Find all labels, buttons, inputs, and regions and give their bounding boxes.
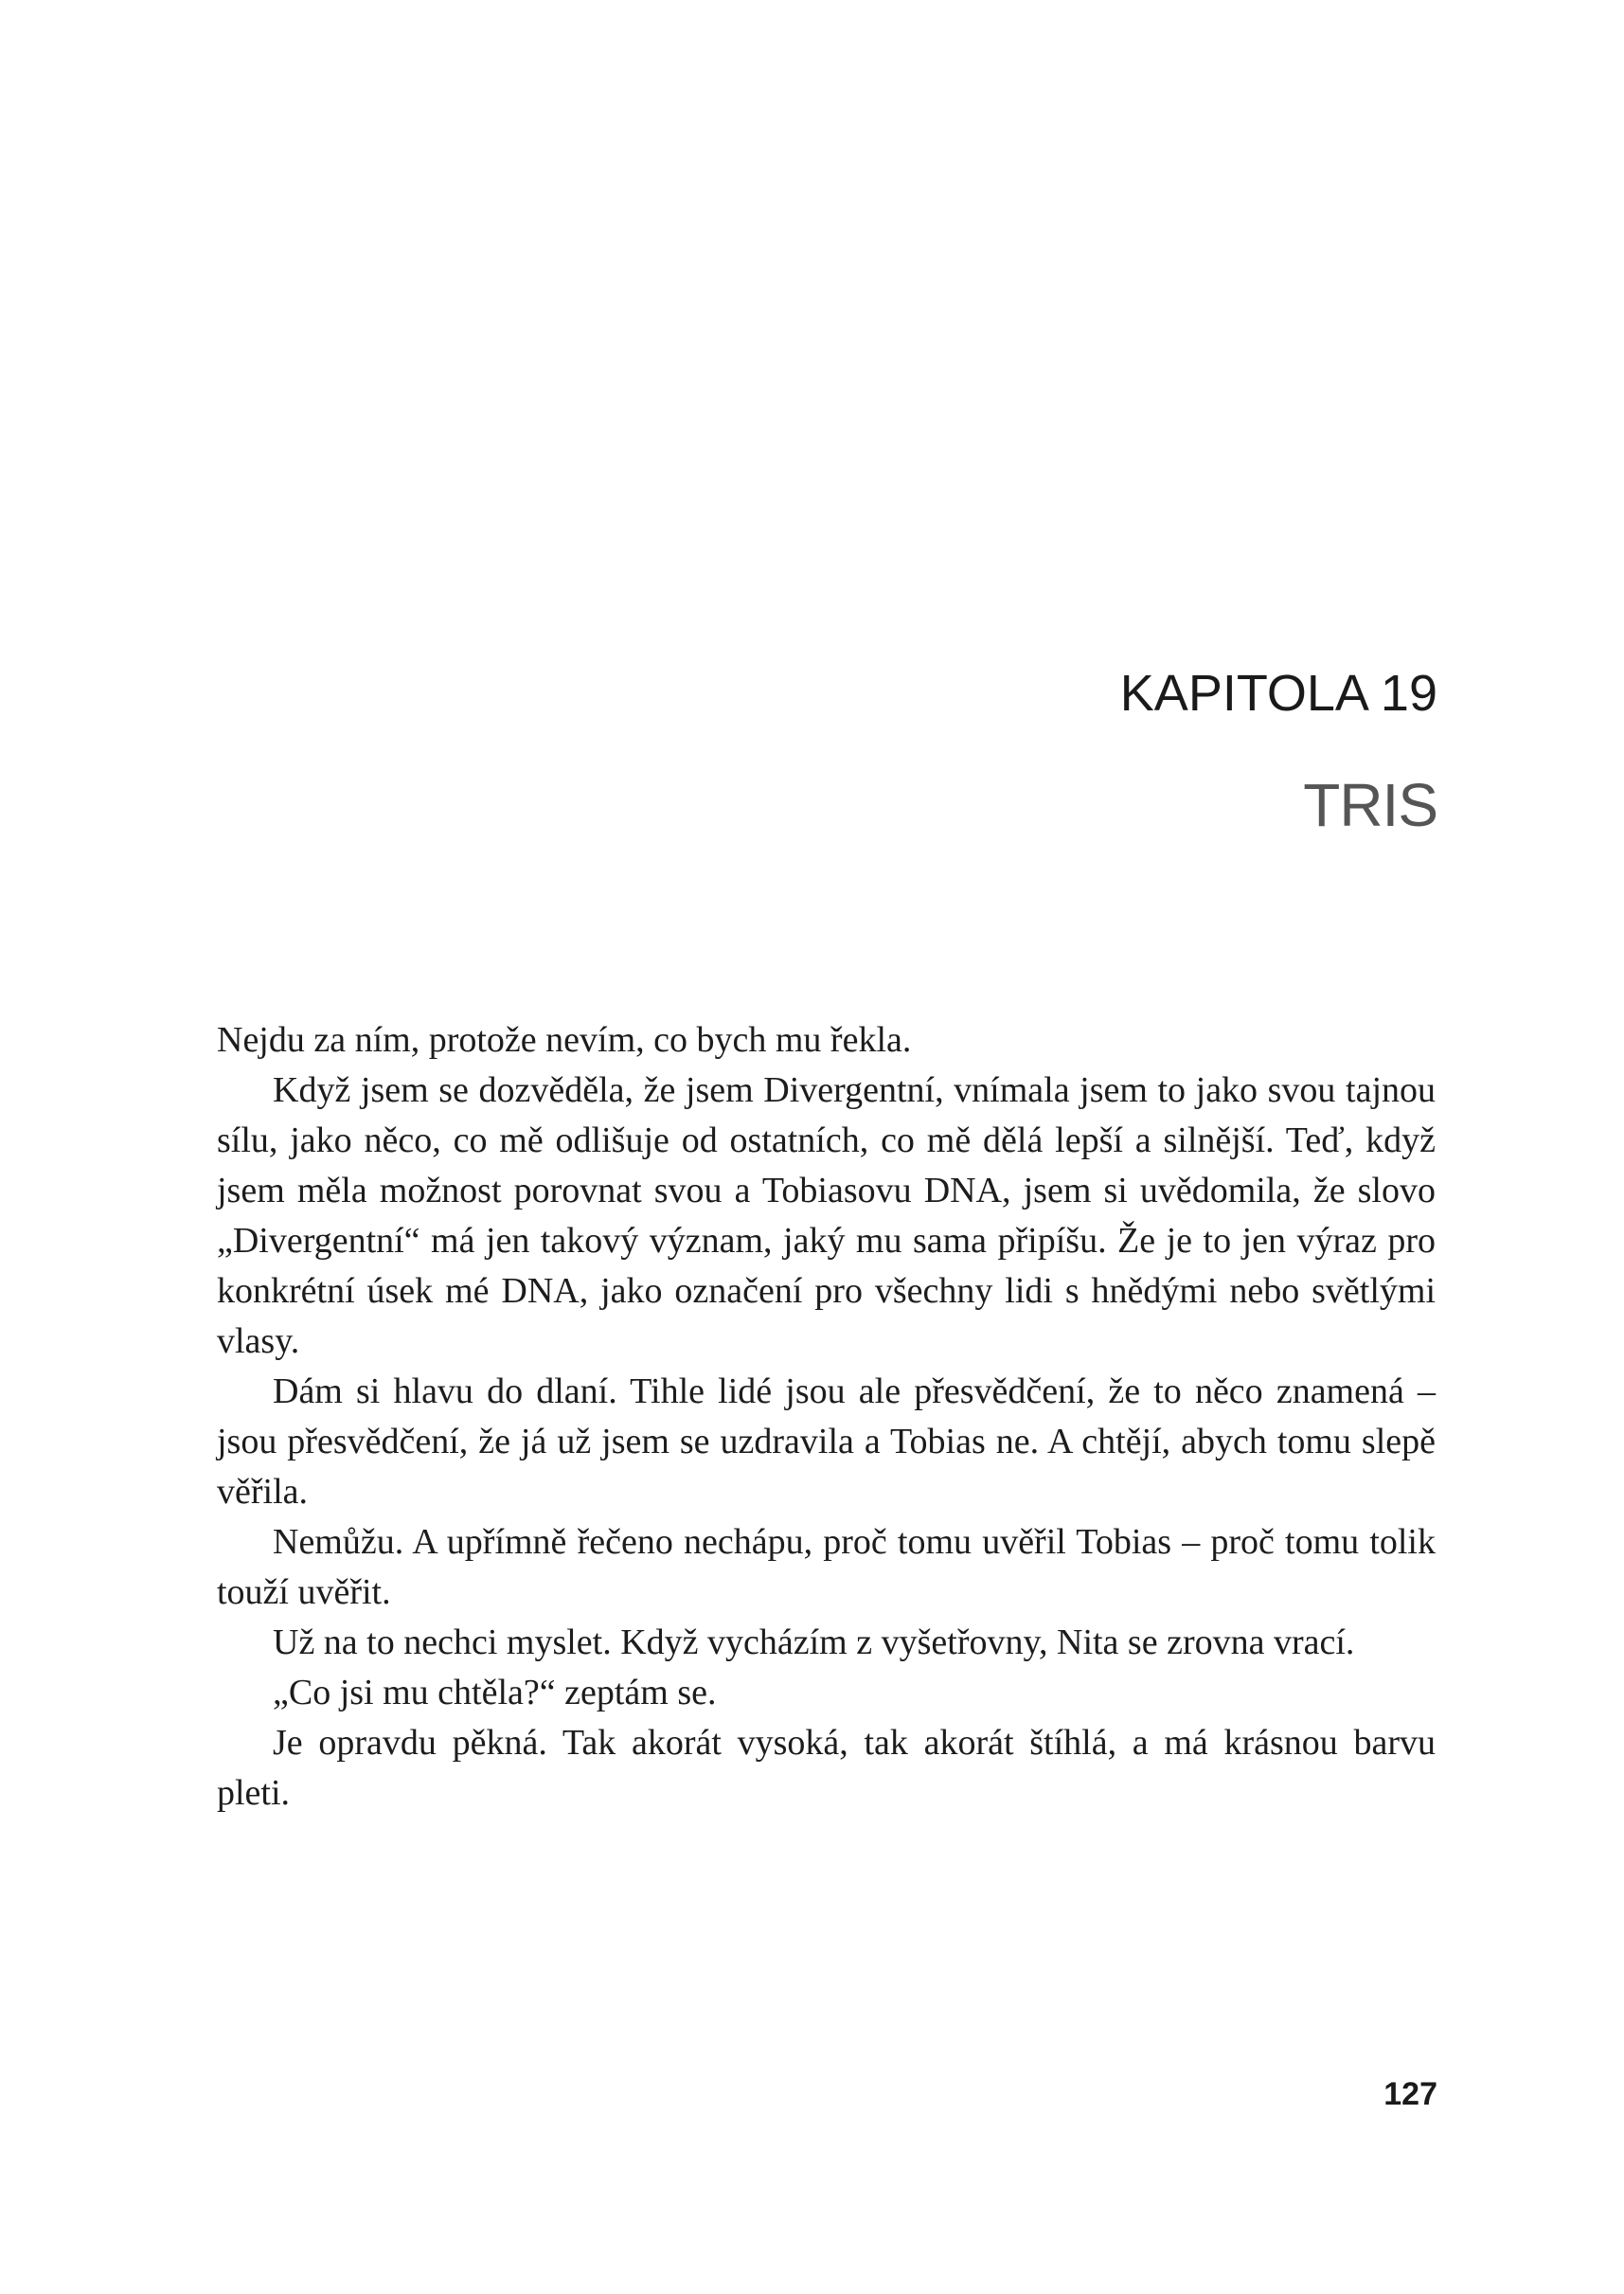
paragraph: Je opravdu pěkná. Tak akorát vysoká, tak akorát štíhlá, a má krásnou barvu pleti. bbox=[217, 1723, 1436, 1813]
body-text bbox=[217, 1015, 1436, 1819]
paragraph: „Co jsi mu chtěla?“ zeptám se. bbox=[273, 1673, 717, 1712]
chapter-heading bbox=[1120, 663, 1437, 841]
paragraph: Už na to nechci myslet. Když vycházím z vyšetřovny, Nita se zrovna vrací. bbox=[273, 1622, 1355, 1662]
paragraph: Nemůžu. A upřímně řečeno nechápu, proč tomu uvěřil Tobias – proč tomu tolik touží uvěřit. bbox=[217, 1522, 1436, 1612]
paragraph: Nejdu za ním, protože nevím, co bych mu řekla. bbox=[217, 1020, 912, 1060]
chapter-number: KAPITOLA 19 bbox=[1119, 665, 1437, 722]
paragraph: Dám si hlavu do dlaní. Tihle lidé jsou ale přesvědčení, že to něco znamená – jsou přesvědčení, že já už jsem se uzdravila a Tobias ne. A chtějí, abych tomu slepě věřila. bbox=[217, 1371, 1436, 1512]
page-number: 127 bbox=[1383, 2076, 1437, 2112]
chapter-title: TRIS bbox=[1303, 771, 1437, 839]
paragraph: Když jsem se dozvěděla, že jsem Divergentní, vnímala jsem to jako svou tajnou sílu, jako něco, co mě odlišuje od ostatních, co mě dělá lepší a silnější. Teď, když jsem měla možnost porovnat svou a Tobiasovu DNA, jsem si uvědomila, že slovo „Divergentní“ má jen takový význam, jaký mu sama připíšu. Že je to jen výraz pro konkrétní úsek mé DNA, jako označení pro všechny lidi s hnědými nebo světlými vlasy. bbox=[217, 1070, 1436, 1361]
